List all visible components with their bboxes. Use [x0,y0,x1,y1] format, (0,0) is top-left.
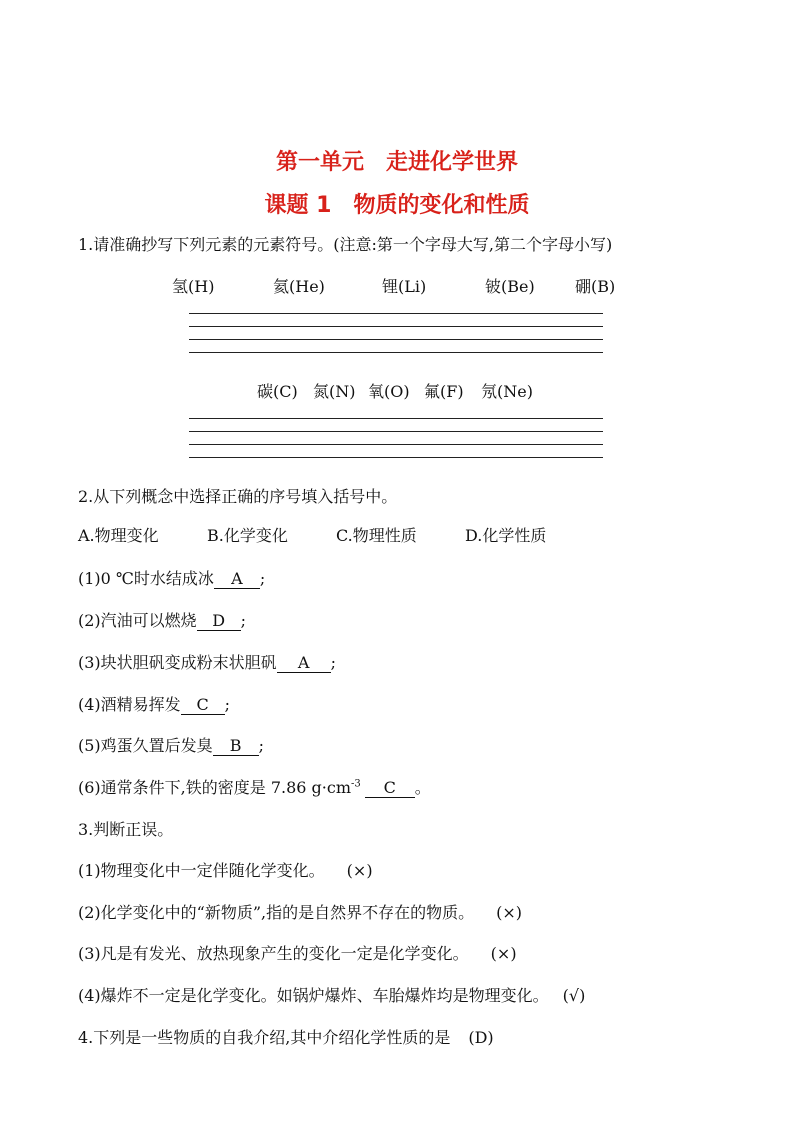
q4-prompt [78,1025,494,1048]
q2-item-text: (3)块状胆矾变成粉末状胆矾 [78,653,277,672]
q2-item-end: ; [330,653,337,672]
writing-line [189,326,603,327]
element-h: 氢(H) [172,277,215,296]
unit-superscript: -3 [351,778,361,790]
q2-item-end: ; [224,695,231,714]
q3-item-4 [78,983,585,1006]
q2-item-text: (4)酒精易挥发 [78,695,181,714]
answer-blank: D [197,611,241,631]
writing-line [189,313,603,314]
q3-item-2 [78,900,522,923]
q2-item-end: ; [240,611,247,630]
q3-item-text: (1)物理变化中一定伴随化学变化。 [78,861,325,880]
element-ne: 氖(Ne) [481,382,533,401]
writing-line [189,431,603,432]
q2-item-6 [78,775,431,798]
q1-prompt: 1.请准确抄写下列元素的元素符号。(注意:第一个字母大写,第二个字母小写) [78,235,613,254]
element-he: 氦(He) [273,277,325,296]
element-o: 氧(O) [368,382,410,401]
element-c: 碳(C) [257,382,298,401]
q2-item-5 [78,733,264,756]
lesson-title: 课题 1 物质的变化和性质 [264,193,530,218]
element-f: 氟(F) [424,382,464,401]
writing-line [189,444,603,445]
q2-item-end: ; [258,736,265,755]
q2-item-4 [78,692,230,715]
q2-prompt: 2.从下列概念中选择正确的序号填入括号中。 [78,487,398,506]
q3-item-3 [78,941,517,964]
q2-item-text: (2)汽油可以燃烧 [78,611,197,630]
q4-text: 4.下列是一些物质的自我介绍,其中介绍化学性质的是 [78,1028,451,1047]
writing-line [189,457,603,458]
writing-line [189,339,603,340]
judgement-mark: (√) [562,986,586,1005]
q2-item-text: (5)鸡蛋久置后发臭 [78,736,213,755]
q2-item-1 [78,566,265,589]
option-a: A.物理变化 [78,526,159,545]
q2-item-2 [78,608,246,631]
option-d: D.化学性质 [465,526,547,545]
q2-item-end: 。 [414,778,431,797]
q3-item-text: (3)凡是有发光、放热现象产生的变化一定是化学变化。 [78,944,469,963]
answer-blank: C [365,778,415,798]
element-li: 锂(Li) [382,277,427,296]
q4-answer: (D) [468,1028,494,1047]
answer-blank: B [213,736,259,756]
q3-item-text: (2)化学变化中的“新物质”,指的是自然界不存在的物质。 [78,903,475,922]
answer-blank: A [214,569,260,589]
answer-blank: A [277,653,331,673]
unit-title: 第一单元 走进化学世界 [275,150,518,175]
answer-blank: C [181,695,225,715]
q2-item-3 [78,650,336,673]
q2-item-text: (6)通常条件下,铁的密度是 7.86 g·cm [78,778,352,797]
writing-line [189,352,603,353]
writing-line [189,418,603,419]
option-c: C.物理性质 [336,526,417,545]
q2-options [78,523,546,546]
element-b: 硼(B) [575,277,616,296]
judgement-mark: (×) [490,944,517,963]
judgement-mark: (×) [496,903,523,922]
element-n: 氮(N) [313,382,356,401]
q3-item-text: (4)爆炸不一定是化学变化。如锅炉爆炸、车胎爆炸均是物理变化。 [78,986,549,1005]
q3-item-1 [78,858,373,881]
option-b: B.化学变化 [207,526,288,545]
element-be: 铍(Be) [485,277,535,296]
judgement-mark: (×) [346,861,373,880]
q3-prompt: 3.判断正误。 [78,820,174,839]
q2-item-text: (1)0 ℃时水结成冰 [78,569,214,588]
q2-item-end: ; [259,569,266,588]
